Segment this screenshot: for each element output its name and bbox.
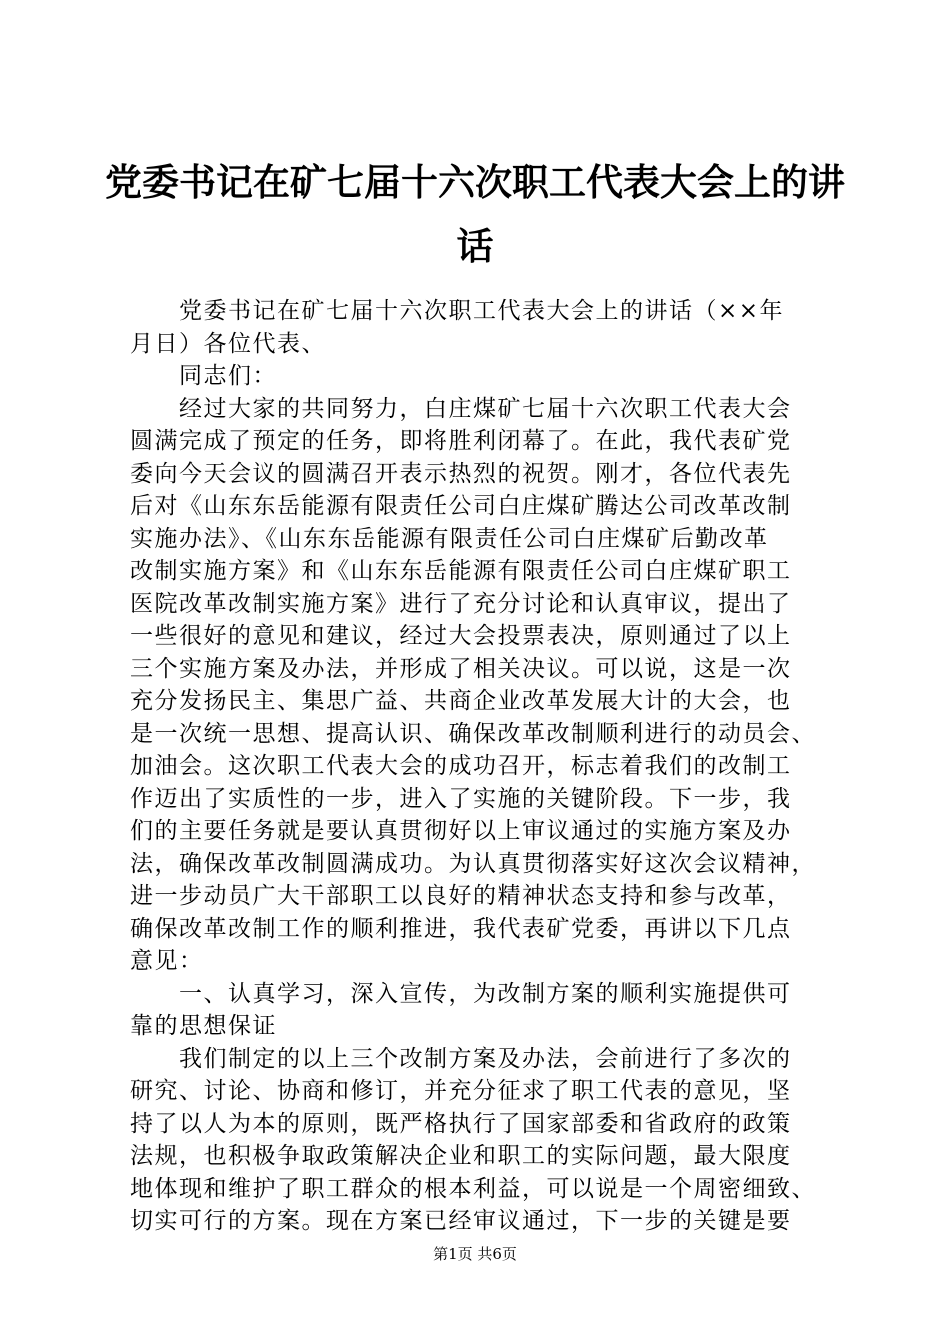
- body-line: 三个实施方案及办法，并形成了相关决议。可以说，这是一次: [130, 655, 792, 682]
- body-line: 是一次统一思想、提高认识、确保改革改制顺利进行的动员会、: [130, 720, 816, 747]
- body-line: 作迈出了实质性的一步，进入了实施的关键阶段。下一步，我: [130, 785, 792, 812]
- body-line: 确保改革改制工作的顺利推进，我代表矿党委，再讲以下几点: [130, 915, 792, 942]
- document-body: [130, 295, 830, 1238]
- document-title-line-1: 党委书记在矿七届十六次职工代表大会上的讲: [105, 160, 845, 204]
- body-line: 靠的思想保证: [130, 1013, 277, 1039]
- body-line: 地体现和维护了职工群众的根本利益，可以说是一个周密细致、: [130, 1175, 816, 1202]
- body-line: 后对《山东东岳能源有限责任公司白庄煤矿腾达公司改革改制: [130, 493, 792, 519]
- body-line: 改制实施方案》和《山东东岳能源有限责任公司白庄煤矿职工: [130, 558, 792, 584]
- body-line: 医院改革改制实施方案》进行了充分讨论和认真审议，提出了: [130, 590, 792, 617]
- body-line: 充分发扬民主、集思广益、共商企业改革发展大计的大会，也: [130, 688, 792, 714]
- body-line: 我们制定的以上三个改制方案及办法，会前进行了多次的: [130, 1045, 792, 1072]
- body-line: 实施办法》、《山东东岳能源有限责任公司白庄煤矿后勤改革: [130, 525, 769, 552]
- body-line: 月日）各位代表、: [130, 330, 326, 357]
- body-line: 法，确保改革改制圆满成功。为认真贯彻落实好这次会议精神，: [130, 850, 816, 877]
- body-line: 委向今天会议的圆满召开表示热烈的祝贺。刚才，各位代表先: [130, 460, 792, 487]
- body-line: 加油会。这次职工代表大会的成功召开，标志着我们的改制工: [130, 753, 792, 779]
- body-line: 一些很好的意见和建议，经过大会投票表决，原则通过了以上: [130, 623, 792, 649]
- document-title-line-2: 话: [456, 224, 494, 268]
- body-line: 经过大家的共同努力，白庄煤矿七届十六次职工代表大会: [130, 395, 792, 422]
- page-footer: 第1页 共6页: [433, 1245, 517, 1263]
- body-line: 切实可行的方案。现在方案已经审议通过，下一步的关键是要: [130, 1208, 792, 1234]
- body-line: 们的主要任务就是要认真贯彻好以上审议通过的实施方案及办: [130, 818, 792, 844]
- body-line: 党委书记在矿七届十六次职工代表大会上的讲话（××年: [130, 298, 785, 324]
- body-line: 圆满完成了预定的任务，即将胜利闭幕了。在此，我代表矿党: [130, 428, 792, 454]
- body-line: 一、认真学习，深入宣传，为改制方案的顺利实施提供可: [130, 980, 792, 1007]
- body-line: 持了以人为本的原则，既严格执行了国家部委和省政府的政策: [130, 1110, 792, 1137]
- body-line: 研究、讨论、协商和修订，并充分征求了职工代表的意见，坚: [130, 1078, 792, 1104]
- body-line: 同志们：: [130, 363, 277, 389]
- body-line: 法规，也积极争取政策解决企业和职工的实际问题，最大限度: [130, 1143, 792, 1169]
- body-line: 意见：: [130, 948, 204, 974]
- body-line: 进一步动员广大干部职工以良好的精神状态支持和参与改革，: [130, 883, 792, 909]
